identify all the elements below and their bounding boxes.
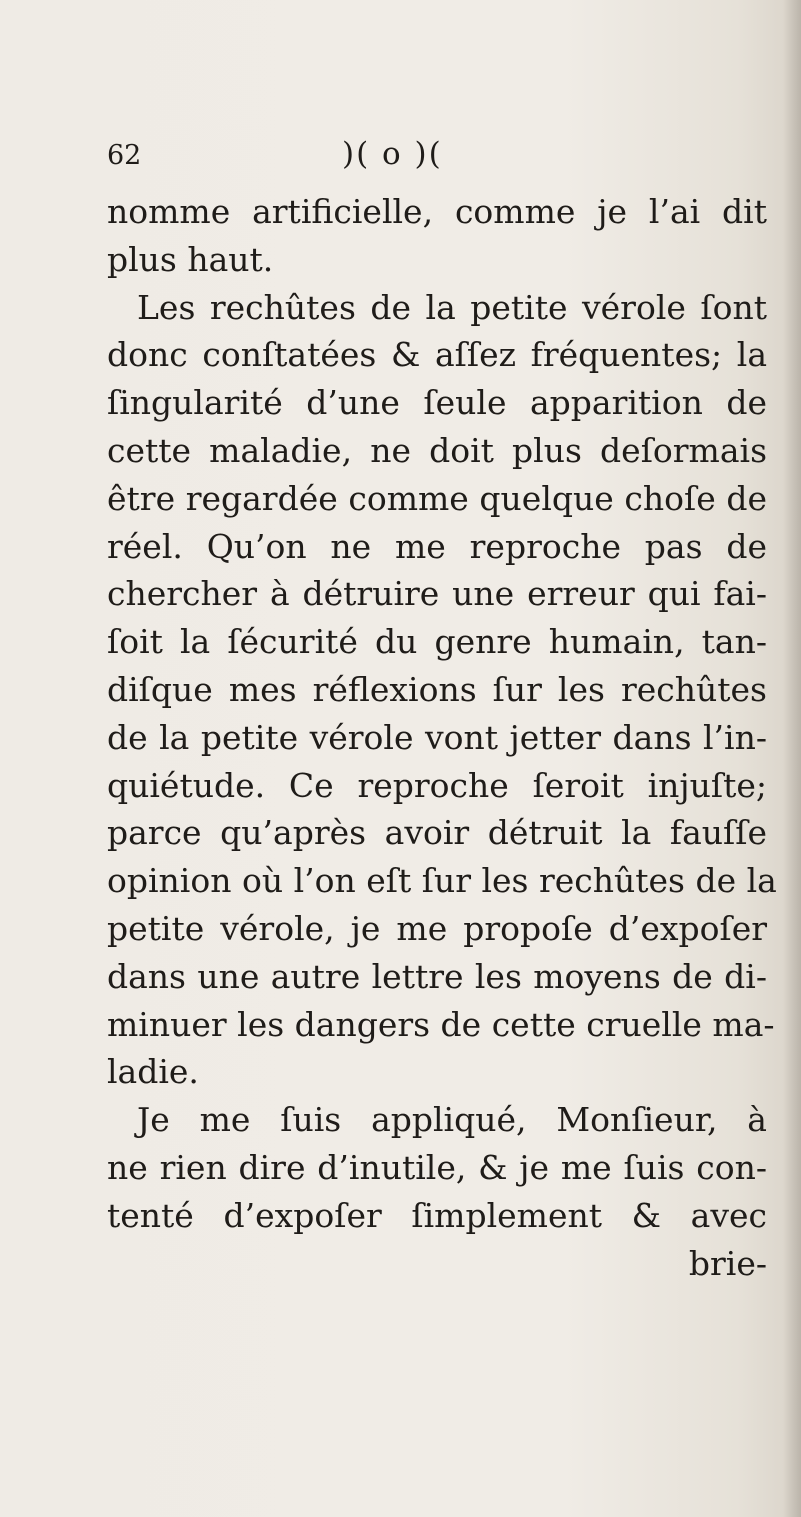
text-line: dans une autre lettre les moyens de di-: [107, 956, 767, 996]
catchword: brie-: [688, 1243, 767, 1283]
text-line: opinion où l’on eſt ſur les rechûtes de la: [107, 861, 777, 901]
text-line: être regardée comme quelque choſe de: [107, 478, 767, 518]
text-line: Je me ſuis appliqué, Monſieur, à: [137, 1100, 767, 1140]
text-line: ſoit la ſécurité du genre humain, tan-: [107, 622, 767, 662]
header-ornament: )( o )(: [342, 136, 443, 172]
body-text: [107, 188, 777, 1287]
text-line: nomme artificielle, comme je l’ai dit: [107, 192, 767, 231]
text-line: cette maladie, ne doit plus deſormais: [107, 430, 767, 470]
running-header: [107, 136, 767, 184]
page-edge-shadow: [783, 0, 801, 1517]
text-line: chercher à détruire une erreur qui fai-: [107, 574, 767, 614]
text-line: donc conſtatées & aſſez fréquentes; la: [107, 335, 767, 375]
text-line: quiétude. Ce reproche ſeroit injuſte;: [107, 765, 767, 805]
page-number: 62: [107, 140, 142, 171]
text-line: parce qu’après avoir détruit la fauſſe: [107, 813, 767, 853]
text-line: ſingularité d’une ſeule apparition de: [107, 383, 767, 423]
text-line: Les rechûtes de la petite vérole ſont: [137, 287, 767, 327]
text-line: réel. Qu’on ne me reproche pas de: [107, 526, 767, 566]
text-line: plus haut.: [107, 239, 274, 279]
text-line: minuer les dangers de cette cruelle ma-: [107, 1004, 775, 1044]
text-line: ne rien dire d’inutile, & je me ſuis con-: [107, 1147, 767, 1187]
text-line: tenté d’expoſer ſimplement & avec: [107, 1195, 767, 1235]
text-line: ladie.: [107, 1052, 199, 1092]
text-line: petite vérole, je me propoſe d’expoſer: [107, 908, 767, 948]
text-line: de la petite vérole vont jetter dans l’in-: [107, 717, 767, 757]
text-line: diſque mes réflexions ſur les rechûtes: [107, 669, 767, 709]
